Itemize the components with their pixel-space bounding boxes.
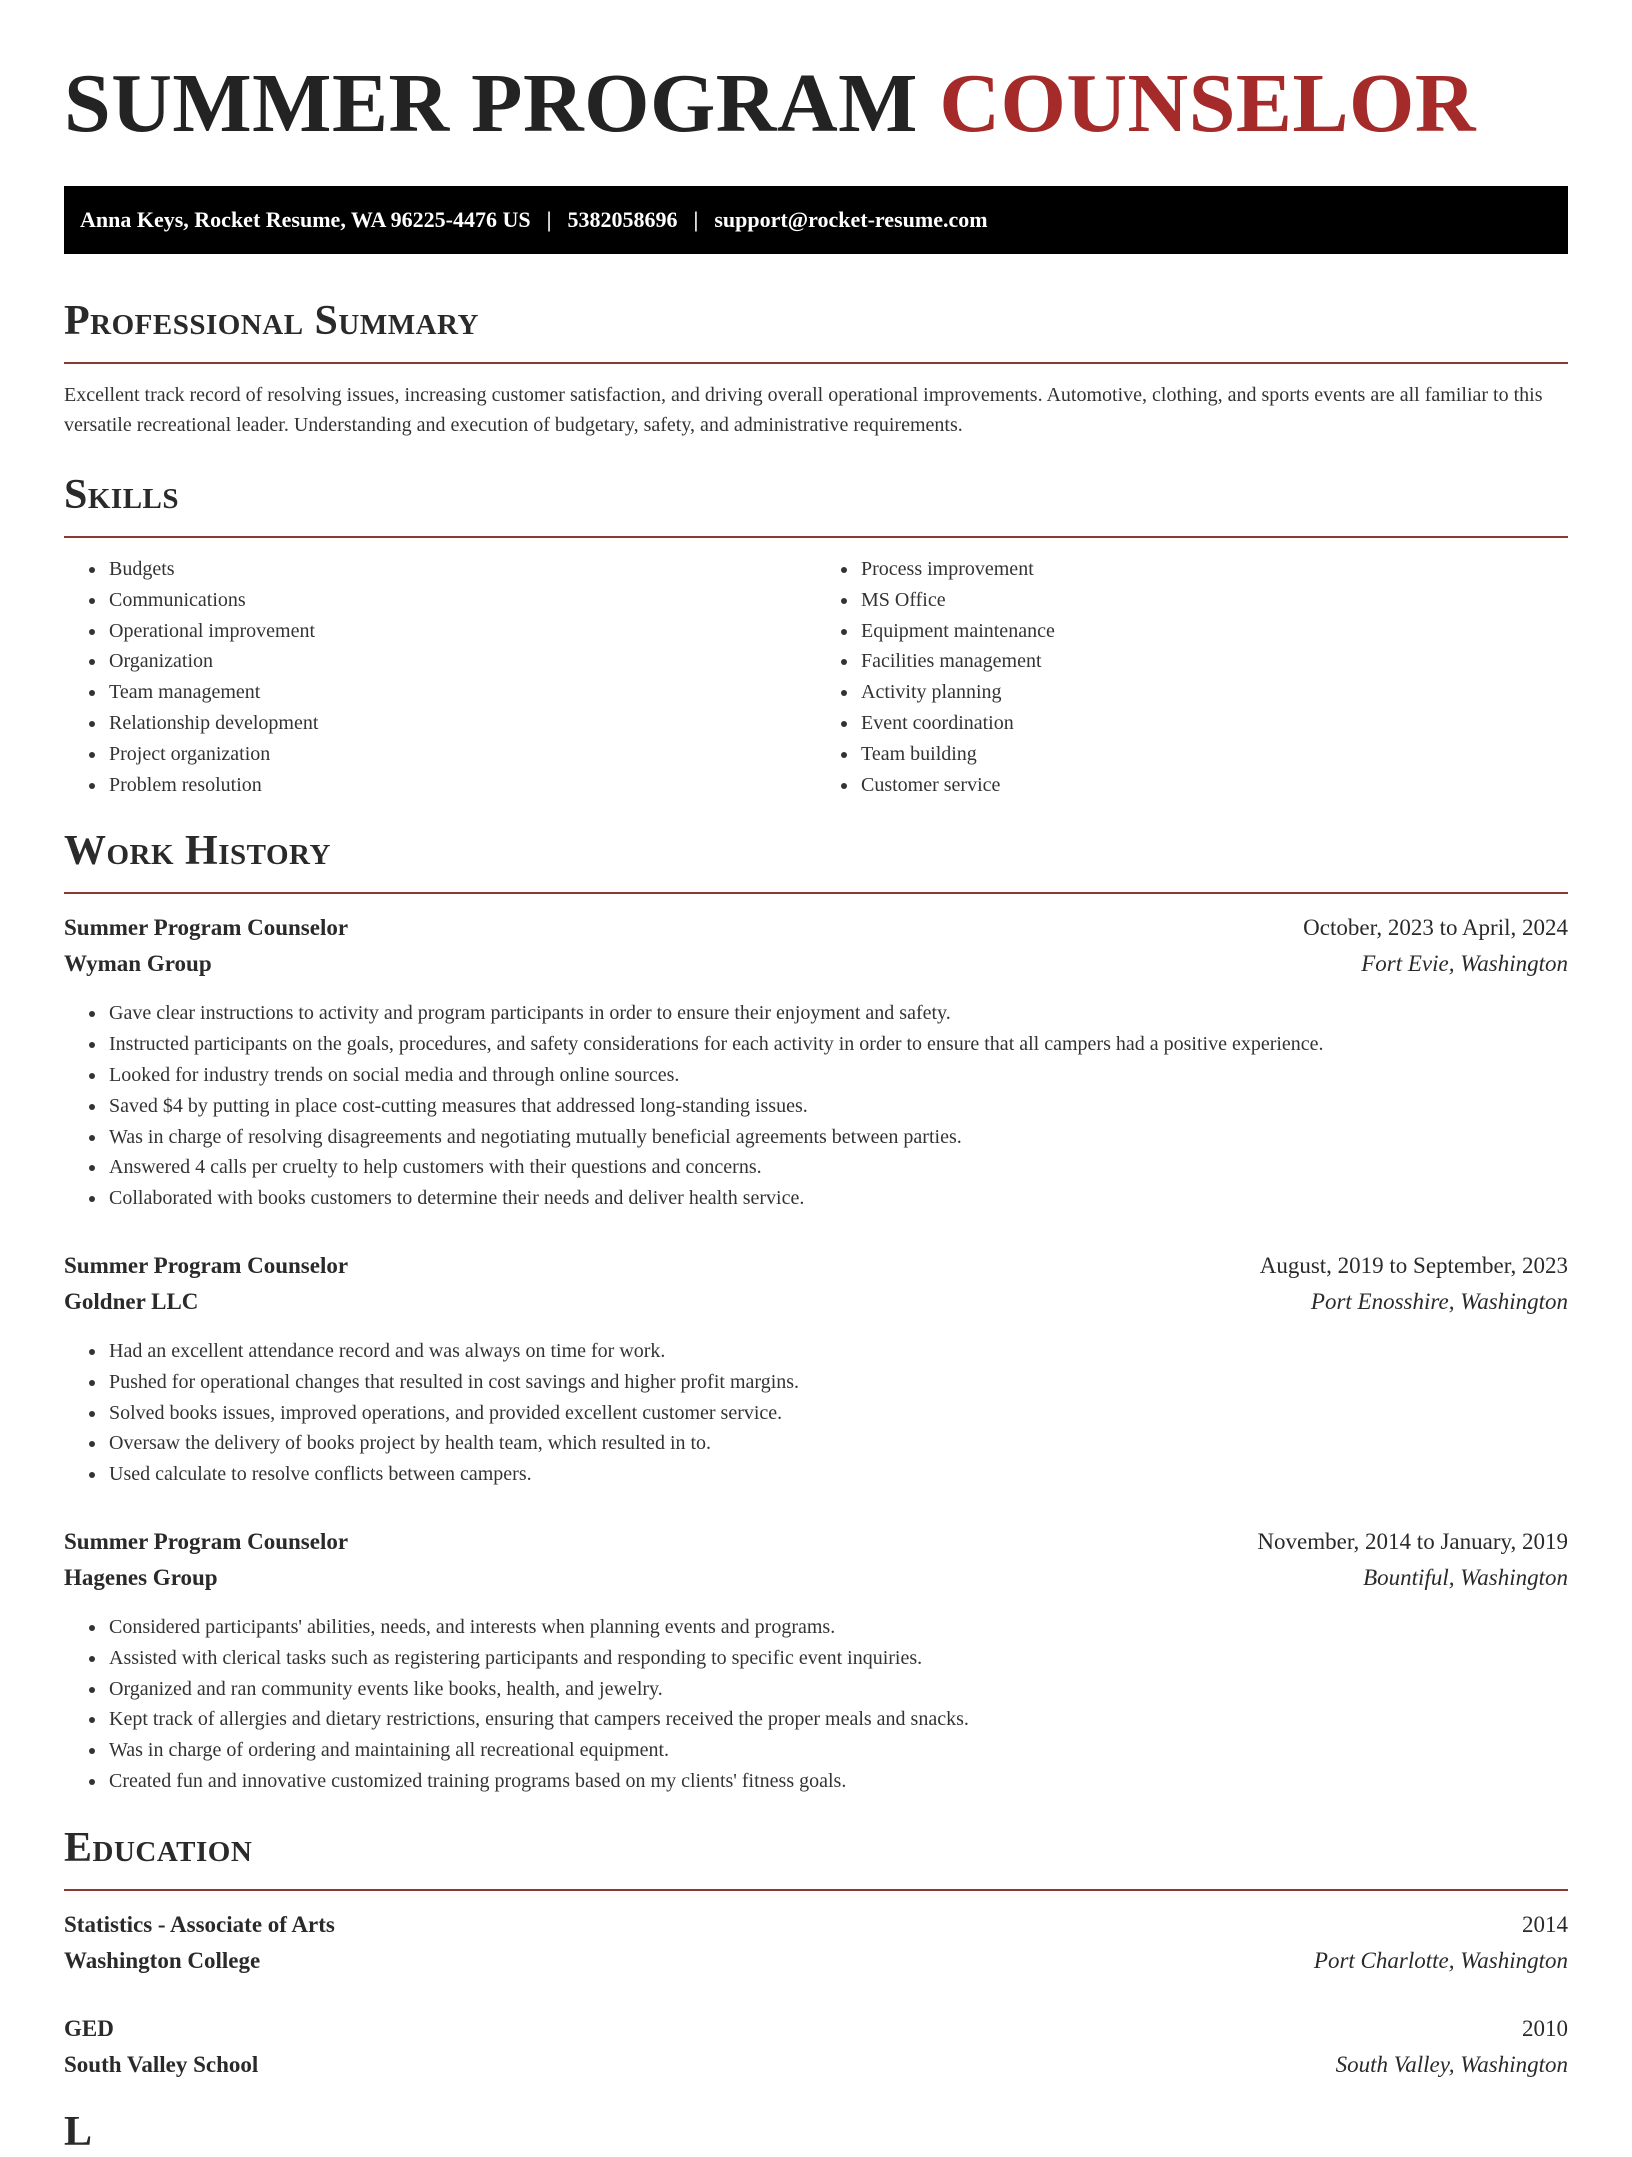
skill-item: • MS Office [859, 585, 1568, 616]
job-bullet: • Used calculate to resolve conflicts between campers. [107, 1459, 1568, 1490]
education-school-row [64, 1943, 1568, 1979]
job-location: Port Enosshire, Washington [1310, 1288, 1568, 1314]
skill-item: • Team building [859, 739, 1568, 770]
job-header-row [64, 910, 1568, 946]
skill-item: • Problem resolution [107, 770, 816, 801]
education-degree-row [64, 2011, 1568, 2047]
education-year: 2010 [1522, 2015, 1568, 2041]
job-bullet: • Was in charge of resolving disagreements and negotiating mutually beneficial agreements between parties. [107, 1122, 1568, 1153]
job-bullet: • Had an excellent attendance record and was always on time for work. [107, 1336, 1568, 1367]
skills-section [64, 470, 1568, 800]
job-bullet: • Instructed participants on the goals, procedures, and safety considerations for each activity in order to ensure that all campers had a positive experience. [107, 1029, 1568, 1060]
skill-item: • Event coordination [859, 708, 1568, 739]
education-location: South Valley, Washington [1335, 2051, 1568, 2077]
job-company-row [64, 946, 1568, 982]
job-dates: August, 2019 to September, 2023 [1259, 1252, 1568, 1278]
skill-item: • Team management [107, 677, 816, 708]
skill-item: • Budgets [107, 554, 816, 585]
skill-item: • Process improvement [859, 554, 1568, 585]
education-section [64, 1823, 1568, 2083]
section-divider [64, 892, 1568, 894]
job-bullet: • Saved $4 by putting in place cost-cutting measures that addressed long-standing issues. [107, 1091, 1568, 1122]
job-bullet: • Gave clear instructions to activity and program participants in order to ensure their enjoyment and safety. [107, 998, 1568, 1029]
education-location: Port Charlotte, Washington [1313, 1947, 1568, 1973]
skills-title: Skills [64, 472, 180, 518]
education-school: South Valley School [64, 2051, 259, 2077]
section-divider [64, 536, 1568, 538]
job-header-row [64, 1248, 1568, 1284]
job-bullet: • Organized and ran community events like books, health, and jewelry. [107, 1674, 1568, 1705]
education-school-row [64, 2047, 1568, 2083]
job-bullets [64, 1336, 1568, 1490]
skills-list-left [64, 554, 816, 800]
name-main: SUMMER PROGRAM [64, 57, 918, 150]
job-bullet: • Created fun and innovative customized training programs based on my clients' fitness goals. [107, 1766, 1568, 1797]
work-history-section [64, 826, 1568, 1796]
education-degree: Statistics - Associate of Arts [64, 1911, 335, 1937]
job-location: Bountiful, Washington [1363, 1564, 1568, 1590]
contact-separator: | [693, 207, 699, 232]
education-entry [64, 2011, 1568, 2083]
contact-email: support@rocket-resume.com [714, 207, 988, 232]
job-title: Summer Program Counselor [64, 915, 349, 941]
contact-phone: 5382058696 [567, 207, 678, 232]
work-history-title: Work History [64, 828, 331, 875]
education-school: Washington College [64, 1947, 261, 1973]
summary-section [64, 296, 1568, 440]
job-company-row [64, 1284, 1568, 1320]
job-bullets [64, 998, 1568, 1214]
skill-item: • Communications [107, 585, 816, 616]
summary-title: Professional Summary [64, 298, 479, 344]
job-company: Hagenes Group [64, 1564, 218, 1590]
job-bullet: • Oversaw the delivery of books project by health team, which resulted in to. [107, 1428, 1568, 1459]
skill-item: • Customer service [859, 770, 1568, 801]
resume-name-heading [64, 0, 1568, 154]
name-accent: COUNSELOR [939, 57, 1476, 150]
next-section [64, 2107, 1568, 2157]
skill-item: • Facilities management [859, 646, 1568, 677]
job-title: Summer Program Counselor [64, 1528, 349, 1554]
section-divider [64, 1889, 1568, 1891]
education-title: Education [64, 1824, 253, 1871]
job-bullets [64, 1612, 1568, 1797]
skill-item: • Operational improvement [107, 616, 816, 647]
job-bullet: • Solved books issues, improved operations, and provided excellent customer service. [107, 1398, 1568, 1429]
skills-columns [64, 554, 1568, 800]
education-degree: GED [64, 2015, 114, 2041]
job-bullet: • Answered 4 calls per cruelty to help customers with their questions and concerns. [107, 1152, 1568, 1183]
job-header-row [64, 1524, 1568, 1560]
skill-item: • Relationship development [107, 708, 816, 739]
job-company-row [64, 1560, 1568, 1596]
contact-address: Anna Keys, Rocket Resume, WA 96225-4476 US [80, 207, 531, 232]
job-dates: November, 2014 to January, 2019 [1257, 1528, 1568, 1554]
job-bullet: • Assisted with clerical tasks such as registering participants and responding to specific event inquiries. [107, 1643, 1568, 1674]
education-degree-row [64, 1907, 1568, 1943]
section-divider [64, 362, 1568, 364]
education-entry [64, 1907, 1568, 1979]
job-bullet: • Was in charge of ordering and maintaining all recreational equipment. [107, 1735, 1568, 1766]
skills-list-right [816, 554, 1568, 800]
job-bullet: • Considered participants' abilities, needs, and interests when planning events and programs. [107, 1612, 1568, 1643]
job-location: Fort Evie, Washington [1361, 951, 1568, 977]
skill-item: • Equipment maintenance [859, 616, 1568, 647]
job-entry [64, 1248, 1568, 1490]
job-dates: October, 2023 to April, 2024 [1303, 915, 1568, 941]
job-entry [64, 910, 1568, 1214]
skill-item: • Organization [107, 646, 816, 677]
contact-separator: | [546, 207, 552, 232]
job-bullet: • Looked for industry trends on social media and through online sources. [107, 1060, 1568, 1091]
job-bullet: • Collaborated with books customers to determine their needs and deliver health service. [107, 1183, 1568, 1214]
job-bullet: • Pushed for operational changes that resulted in cost savings and higher profit margins. [107, 1367, 1568, 1398]
skill-item: • Activity planning [859, 677, 1568, 708]
job-bullet: • Kept track of allergies and dietary restrictions, ensuring that campers received the proper meals and snacks. [107, 1704, 1568, 1735]
job-company: Goldner LLC [64, 1288, 199, 1314]
job-company: Wyman Group [64, 951, 212, 977]
next-section-title: L [64, 2108, 93, 2155]
education-year: 2014 [1522, 1911, 1568, 1937]
skill-item: • Project organization [107, 739, 816, 770]
job-title: Summer Program Counselor [64, 1252, 349, 1278]
job-entry [64, 1524, 1568, 1797]
contact-bar [64, 186, 1568, 254]
summary-text: Excellent track record of resolving issues, increasing customer satisfaction, and driving overall operational improvements. Automotive, clothing, and sports events are all familiar to this versatile recreational leader. Understanding and execution of budgetary, safety, and administrative requirements. [64, 384, 1543, 436]
